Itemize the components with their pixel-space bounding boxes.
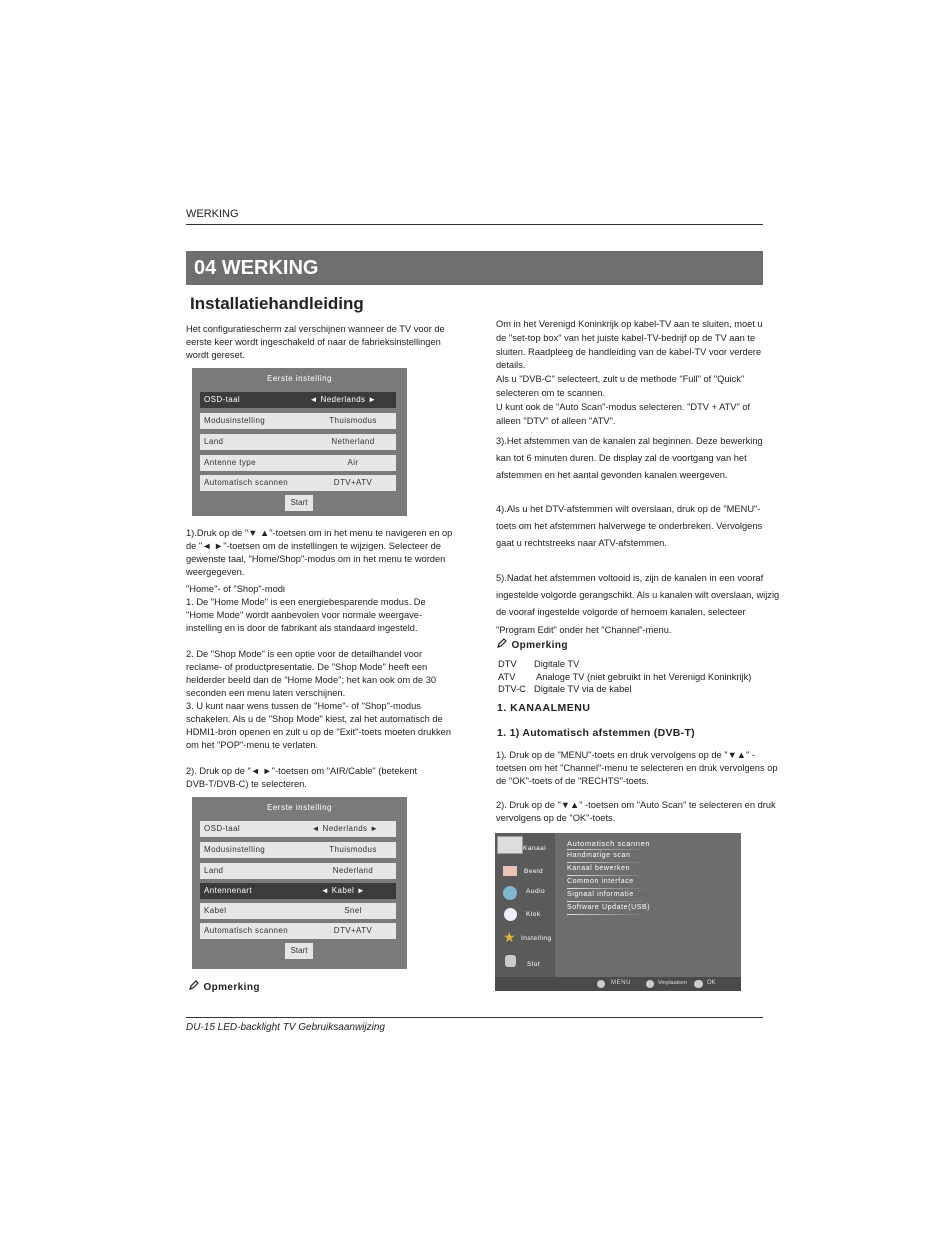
osd-title: Eerste instelling: [267, 374, 332, 383]
switch-mode-text: 3. U kunt naar wens tussen de "Home"- of "Shop"-modus schakelen. Als u de "Shop Mode" kiest, zal het automatisch de HDMI1-bron openen en zult u op de "Exit"-toets moeten drukken om het "POP"-menu te verlaten.: [186, 701, 451, 750]
osd-row-antenna-type: [200, 883, 396, 899]
menu-divider: [567, 875, 647, 876]
ok-key-icon: [694, 980, 703, 988]
osd-row-mode: [200, 842, 396, 858]
auto-tune-heading: 1. 1) Automatisch afstemmen (DVB-T): [497, 727, 695, 739]
clock-icon: [504, 908, 517, 921]
channel-menu-sidebar: [495, 833, 555, 979]
sidebar-item-slot: Slot: [527, 961, 541, 968]
footer-move-label: Verplaatsen: [658, 980, 688, 986]
picture-icon: [503, 866, 517, 876]
menu-divider: [567, 849, 647, 850]
osd-row-autoscan: [200, 923, 396, 939]
uk-cable-text: Om in het Verenigd Koninkrijk op kabel-TV aan te sluiten, moet u de "set-top box" van het juiste kabel-TV-bedrijf op de TV aan te sluiten. Raadpleeg de handleiding van de kabel-TV voor verdere details.: [496, 319, 763, 371]
row-label: Land: [204, 866, 224, 875]
intro-text: Het configuratiescherm zal verschijnen wanneer de TV voor de eerste keer wordt ingeschakeld of naar de fabrieksinstellingen wordt gereset.: [186, 324, 445, 360]
header-divider: [186, 224, 763, 225]
row-value: Air: [347, 458, 359, 467]
osd-row-antenna: [200, 455, 396, 471]
glossary-desc: Analoge TV (niet gebruikt in het Verenigd Koninkrijk): [536, 672, 752, 682]
shop-mode-text: 2. De "Shop Mode" is een optie voor de detailhandel voor reclame- of productpresentatie. De "Shop Mode" heeft een helderder beeld dan de "Home Mode"; het kan ook om de 30 seconden een menu laten verschijnen.: [186, 649, 437, 698]
step-5-text: 5).Nadat het afstemmen voltooid is, zijn de kanalen in een vooraf ingestelde volgorde gerangschikt. Als u kanalen wilt overslaan, wijzig de vooraf ingestelde volgorde of hernoem kanalen, selecteer "Program Edit" onder het "Channel"-menu.: [496, 573, 780, 635]
osd-row-country: [200, 434, 396, 450]
sidebar-item-audio: Audio: [526, 888, 546, 895]
note-heading-left: [189, 977, 260, 995]
row-label: Antenne type: [204, 458, 256, 467]
row-value: Netherland: [331, 437, 375, 446]
autoscan-text: U kunt ook de "Auto Scan"-modus selecteren. "DTV + ATV" of alleen "DTV" of alleen "ATV".: [496, 402, 751, 426]
menu-item-auto-scan: Automatisch scannen: [567, 839, 651, 848]
menu-divider: [567, 888, 647, 889]
menu-item-software-update: Software Update(USB): [567, 904, 651, 911]
sidebar-item-instelling: Instelling: [521, 935, 552, 942]
osd-title: Eerste instelling: [267, 803, 332, 812]
note-heading-right: [497, 635, 568, 653]
settings-star-icon: ★: [503, 929, 516, 945]
osd-row-autoscan: [200, 475, 396, 491]
glossary-desc: Digitale TV: [534, 659, 580, 669]
menu-divider: [567, 862, 647, 863]
row-label: Land: [204, 437, 224, 446]
row-value: Nederland: [332, 866, 374, 875]
row-label: Antennenart: [204, 886, 252, 895]
tv-icon: [497, 836, 523, 854]
row-value: DTV+ATV: [333, 926, 373, 935]
step-1-text: 1).Druk op de "▼ ▲"-toetsen om in het menu te navigeren en op de "◄ ►"-toetsen om de instellingen te wijzigen. Selecteer de gewenste taal, "Home/Shop"-modus om in het menu te worden weergegeven.: [186, 528, 453, 577]
glossary-term: DTV: [498, 659, 517, 669]
sidebar-item-beeld: Beeld: [524, 868, 544, 875]
lock-icon: [505, 955, 516, 967]
row-label: Automatisch scannen: [204, 926, 289, 935]
menu-divider: [567, 901, 647, 902]
channel-menu-footer: [495, 977, 741, 991]
menu-item-common-interface: Common interface: [567, 878, 634, 885]
step-3-text: 3).Het afstemmen van de kanalen zal beginnen. Deze bewerking kan tot 6 minuten duren. De display zal de voortgang van het afstemmen en het aantal gevonden kanalen weergeven.: [496, 436, 763, 481]
row-value: ◄ Nederlands ►: [309, 395, 377, 404]
row-value: Thuismodus: [329, 845, 377, 854]
row-value: DTV+ATV: [333, 478, 373, 487]
glossary-term: ATV: [498, 672, 516, 682]
pencil-icon: [189, 980, 199, 990]
osd-row-language: [200, 821, 396, 837]
menu-item-edit-channel: Kanaal bewerken: [567, 865, 631, 872]
step-2-text: 2). Druk op de "◄ ►"-toetsen om "AIR/Cable" (betekent DVB-T/DVB-C) te selecteren.: [186, 766, 418, 789]
step-4-text: 4).Als u het DTV-afstemmen wilt overslaan, druk op de "MENU"-toets om het afstemmen halverwege te onderbreken. Vervolgens gaat u rechtstreeks naar ATV-afstemmen.: [496, 504, 763, 549]
osd-row-mode: [200, 413, 396, 429]
row-label: Kabel: [204, 906, 227, 915]
footer-divider: [186, 1017, 763, 1018]
page-footer: DU-15 LED-backlight TV Gebruiksaanwijzing: [186, 1022, 385, 1033]
note-label: Opmerking: [511, 640, 568, 651]
navigate-key-icon: [646, 980, 654, 988]
section-title: Installatiehandleiding: [190, 294, 364, 313]
kanaal-step-2-text: 2). Druk op de "▼▲" -toetsen om "Auto Scan" te selecteren en druk vervolgens op de "OK"-toets.: [496, 800, 776, 823]
row-value: Thuismodus: [329, 416, 377, 425]
kanaalmenu-heading: 1. KANAALMENU: [497, 702, 591, 714]
footer-menu-label: MENU: [611, 980, 632, 986]
row-label: OSD-taal: [204, 395, 241, 404]
footer-ok-label: OK: [707, 980, 716, 986]
audio-icon: [503, 886, 517, 900]
sidebar-item-klok: Klok: [526, 911, 541, 918]
kanaal-step-1-text: 1). Druk op de "MENU"-toets en druk vervolgens op de "▼▲" -toetsen om het "Channel"-menu te selecteren en druk vervolgens op de "OK"-toets of de "RECHTS"-toets.: [496, 750, 778, 786]
row-label: Modusinstelling: [204, 845, 266, 854]
dvbc-text: Als u "DVB-C" selecteert, zult u de methode "Full" of "Quick" selecteren om te scannen.: [496, 374, 745, 398]
osd-row-country: [200, 863, 396, 879]
menu-key-icon: [597, 980, 605, 988]
home-mode-text: 1. De "Home Mode" is een energiebesparende modus. De "Home Mode" wordt aanbevolen voor normale weergave-instelling en is door de fabrikant als standaard ingesteld.: [186, 597, 426, 633]
sidebar-item-kanaal: Kanaal: [523, 845, 547, 852]
row-label: Modusinstelling: [204, 416, 266, 425]
osd-start-button: Start: [285, 495, 313, 511]
channel-menu-screenshot: [495, 833, 741, 991]
menu-item-manual-scan: Handmatige scan: [567, 852, 631, 859]
pencil-icon: [497, 638, 507, 648]
glossary-term: DTV-C: [498, 684, 526, 694]
row-value: Snel: [344, 906, 362, 915]
note-label: Opmerking: [203, 982, 260, 993]
glossary-desc: Digitale TV via de kabel: [534, 684, 632, 694]
osd-start-button: Start: [285, 943, 313, 959]
row-value: ◄ Nederlands ►: [311, 824, 379, 833]
row-label: Automatisch scannen: [204, 478, 289, 487]
osd-row-cable: [200, 903, 396, 919]
menu-divider: [567, 914, 647, 915]
chapter-banner: 04 WERKING: [186, 251, 763, 285]
header-section-label: WERKING: [186, 208, 239, 220]
osd-row-language: [200, 392, 396, 408]
menu-item-signal-info: Signaal informatie: [567, 891, 634, 898]
row-label: OSD-taal: [204, 824, 241, 833]
row-value: ◄ Kabel ►: [320, 886, 366, 895]
modes-heading: "Home"- of "Shop"-modi: [186, 584, 285, 594]
